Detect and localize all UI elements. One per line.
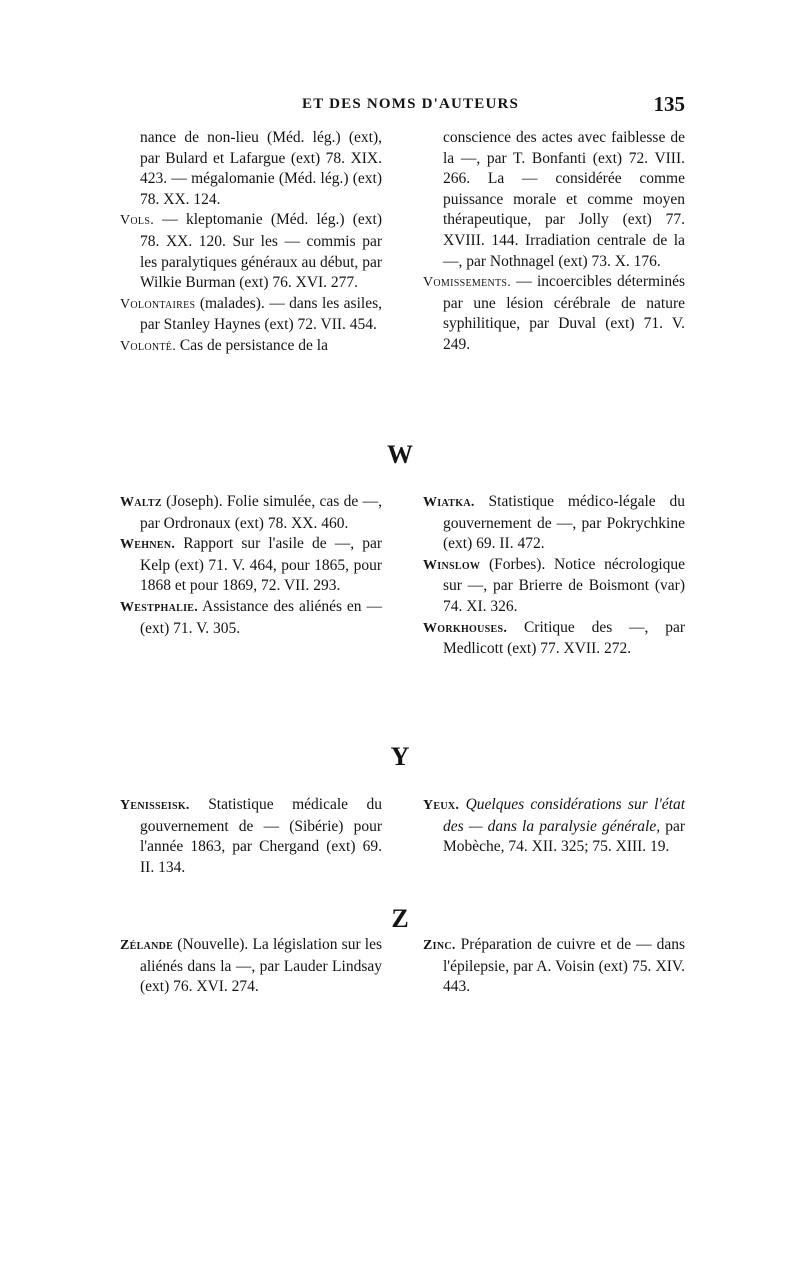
entry-headword: Yeux.	[423, 798, 460, 813]
page-number: 135	[653, 92, 685, 116]
running-header	[110, 94, 685, 118]
index-entry: Volontaires (malades). — dans les asiles, par Stanley Haynes (ext) 72. VII. 454.	[120, 294, 382, 334]
index-entry: Yenisseisk. Statistique médicale du gouvernement de — (Sibérie) pour l'année 1863, par Chergand (ext) 69. II. 134.	[120, 796, 382, 876]
running-title: ET DES NOMS D'AUTEURS	[302, 96, 520, 112]
entry-headword: Volontaires	[120, 296, 196, 312]
entry-headword: Workhouses.	[423, 620, 508, 636]
entry-headword: Zélande	[120, 938, 174, 953]
entry-headword: Vomissements.	[423, 275, 512, 291]
section-letter-y: Y	[390, 742, 410, 771]
entry-headword: Volonté.	[120, 338, 177, 354]
entry-headword: Westphalie.	[120, 599, 199, 615]
index-entry: Vols. — kleptomanie (Méd. lég.) (ext) 78. XX. 120. Sur les — commis par les paralytiques généraux au début, par Wilkie Burman (ext) 76. XVI. 277.	[120, 211, 383, 292]
index-entry: Zinc. Préparation de cuivre et de — dans l'épilepsie, par A. Voisin (ext) 75. XIV. 443.	[423, 936, 685, 996]
column-left-z	[120, 935, 382, 998]
column-right-z	[423, 935, 685, 998]
entry-headword: Vols.	[120, 213, 155, 229]
entry-headword: Wiatka.	[423, 495, 475, 510]
section-letter-w: W	[387, 440, 413, 469]
column-left-y	[120, 795, 382, 878]
index-entry: Wiatka. Statistique médico-légale du gouvernement de —, par Pokrychkine (ext) 69. II. 472.	[423, 493, 685, 553]
index-entry: conscience des actes avec faiblesse de la —, par T. Bonfanti (ext) 72. VIII. 266. La — considérée comme puissance morale et comme moyen thérapeutique, par Jolly (ext) 77. XVIII. 144. Irradiation centrale de la —, par Nothnagel (ext) 73. X. 176.	[443, 129, 685, 270]
section-letter-z: Z	[391, 904, 409, 933]
entry-title-italic: Quelques considérations sur l'état des — dans la paralysie générale,	[443, 796, 686, 835]
entry-headword: Waltz	[120, 495, 162, 510]
column-right-y	[423, 795, 685, 858]
index-entry: Winslow (Forbes). Notice nécrologique sur —, par Brierre de Boismont (var) 74. XI. 326.	[423, 555, 686, 615]
index-entry: Vomissements. — incoercibles déterminés par une lésion cérébrale de nature syphilitique, par Duval (ext) 71. V. 249.	[423, 273, 686, 353]
entry-headword: Wehnen.	[120, 537, 176, 553]
index-entry: Westphalie. Assistance des aliénés en — (ext) 71. V. 305.	[120, 597, 382, 637]
index-entry: Volonté. Cas de persistance de la	[120, 336, 328, 354]
index-entry: nance de non-lieu (Méd. lég.) (ext), par Bulard et Lafargue (ext) 78. XIX. 423. — mégalomanie (Méd. lég.) (ext) 78. XX. 124.	[140, 129, 382, 208]
index-entry: Waltz (Joseph). Folie simulée, cas de —, par Ordronaux (ext) 78. XX. 460.	[120, 493, 383, 532]
index-entry: Zélande (Nouvelle). La législation sur les aliénés dans la —, par Lauder Lindsay (ext) 76. XVI. 274.	[120, 936, 382, 996]
index-entry: Yeux. Quelques considérations sur l'état des — dans la paralysie générale, par Mobèche, 74. XII. 325; 75. XIII. 19.	[423, 796, 686, 856]
column-left-v	[120, 128, 382, 358]
entry-headword: Yenisseisk.	[120, 798, 190, 813]
entry-headword: Zinc.	[423, 938, 456, 953]
column-left-w	[120, 492, 382, 639]
column-right-w	[423, 492, 685, 660]
column-right-v	[423, 128, 685, 356]
entry-headword: Winslow	[423, 557, 481, 573]
index-entry: Wehnen. Rapport sur l'asile de —, par Kelp (ext) 71. V. 464, pour 1865, pour 1868 et pour 1869, 72. VII. 293.	[120, 535, 382, 595]
index-entry: Workhouses. Critique des —, par Medlicott (ext) 77. XVII. 272.	[423, 618, 685, 658]
